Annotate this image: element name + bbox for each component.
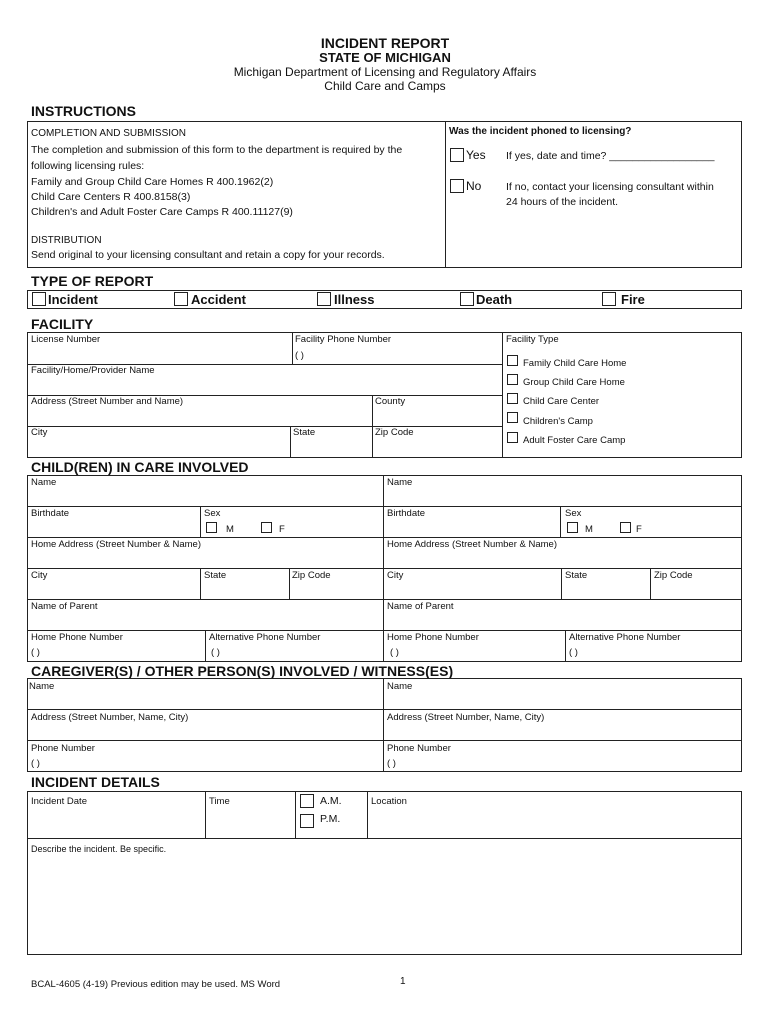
- child2-birthdate-label: Birthdate: [387, 508, 426, 519]
- completion-text-1: The completion and submission of this form to the department is required by the: [31, 144, 403, 156]
- rule-family-group: Family and Group Child Care Homes R 400.1962(2): [31, 176, 274, 188]
- child1-sex-male-label: M: [226, 524, 234, 535]
- child2-sex-label: Sex: [565, 508, 582, 519]
- distribution-title: DISTRIBUTION: [31, 235, 102, 246]
- child1-sex-label: Sex: [204, 508, 221, 519]
- division-name: Child Care and Camps: [324, 79, 446, 93]
- child2-name-field[interactable]: [384, 489, 741, 505]
- distribution-text: Send original to your licensing consultant and retain a copy for your records.: [31, 249, 385, 261]
- child1-city-field[interactable]: [28, 582, 199, 598]
- incident-time-label: Time: [209, 796, 230, 807]
- type-death-checkbox[interactable]: [460, 292, 474, 306]
- phoned-no-instruction-2: 24 hours of the incident.: [506, 196, 619, 208]
- child1-city-label: City: [31, 570, 48, 581]
- time-pm-label: P.M.: [320, 813, 341, 825]
- caregiver2-name-label: Name: [387, 681, 413, 692]
- provider-name-field[interactable]: [28, 377, 501, 394]
- child2-sex-female-checkbox[interactable]: [620, 522, 631, 533]
- facility-type-camp-checkbox[interactable]: [507, 412, 518, 423]
- incident-description-field[interactable]: [28, 858, 741, 954]
- child2-birthdate-field[interactable]: [384, 520, 559, 536]
- child2-name-label: Name: [387, 477, 413, 488]
- child2-home-address-label: Home Address (Street Number & Name): [387, 539, 558, 550]
- facility-zip-field[interactable]: [373, 439, 501, 457]
- facility-city-field[interactable]: [28, 439, 289, 457]
- time-am-checkbox[interactable]: [300, 794, 314, 808]
- caregiver1-phone-label: Phone Number: [31, 743, 95, 754]
- children-heading: CHILD(REN) IN CARE INVOLVED: [31, 459, 249, 475]
- caregiver2-phone-label: Phone Number: [387, 743, 451, 754]
- child2-sex-male-label: M: [585, 524, 593, 535]
- type-fire-label: Fire: [621, 292, 645, 307]
- facility-type-group-checkbox[interactable]: [507, 374, 518, 385]
- incident-time-field[interactable]: [206, 810, 294, 837]
- child2-parent-label: Name of Parent: [387, 601, 454, 612]
- facility-phone-field[interactable]: ( ): [295, 350, 304, 361]
- phoned-no-checkbox[interactable]: [450, 179, 464, 193]
- phoned-question: Was the incident phoned to licensing?: [449, 126, 632, 137]
- child1-state-field[interactable]: [201, 582, 288, 598]
- facility-zip-label: Zip Code: [375, 427, 414, 438]
- phoned-yes-label: Yes: [466, 148, 486, 162]
- facility-type-group-label: Group Child Care Home: [523, 377, 625, 388]
- instructions-heading: INSTRUCTIONS: [31, 103, 136, 119]
- caregiver2-address-label: Address (Street Number, Name, City): [387, 712, 545, 723]
- time-am-label: A.M.: [320, 795, 342, 807]
- facility-type-family-label: Family Child Care Home: [523, 358, 627, 369]
- incident-location-label: Location: [371, 796, 407, 807]
- caregiver1-phone-field[interactable]: ( ): [31, 758, 40, 769]
- type-illness-checkbox[interactable]: [317, 292, 331, 306]
- child2-city-field[interactable]: [384, 582, 560, 598]
- facility-city-label: City: [31, 427, 48, 438]
- facility-county-label: County: [375, 396, 406, 407]
- license-number-label: License Number: [31, 334, 101, 345]
- type-incident-label: Incident: [48, 292, 98, 307]
- type-of-report-heading: TYPE OF REPORT: [31, 273, 154, 289]
- completion-title: COMPLETION AND SUBMISSION: [31, 128, 187, 139]
- child2-alt-phone-label: Alternative Phone Number: [569, 632, 681, 643]
- caregiver2-phone-field[interactable]: ( ): [387, 758, 396, 769]
- facility-address-label: Address (Street Number and Name): [31, 396, 184, 407]
- incident-description-label: Describe the incident. Be specific.: [31, 844, 167, 854]
- facility-type-center-checkbox[interactable]: [507, 393, 518, 404]
- caregiver1-address-field[interactable]: [28, 724, 382, 739]
- time-pm-checkbox[interactable]: [300, 814, 314, 828]
- department-name: Michigan Department of Licensing and Regulatory Affairs: [233, 65, 537, 79]
- child1-alt-phone-label: Alternative Phone Number: [209, 632, 321, 643]
- facility-state-label: State: [293, 427, 316, 438]
- child2-home-phone-field[interactable]: ( ): [390, 647, 399, 658]
- incident-date-label: Incident Date: [31, 796, 87, 807]
- child1-home-address-field[interactable]: [28, 551, 382, 567]
- child1-state-label: State: [204, 570, 227, 581]
- child1-name-field[interactable]: [28, 489, 382, 505]
- child2-parent-field[interactable]: [384, 613, 741, 629]
- child2-sex-male-checkbox[interactable]: [567, 522, 578, 533]
- incident-details-heading: INCIDENT DETAILS: [31, 774, 160, 790]
- child2-zip-label: Zip Code: [654, 570, 693, 581]
- caregiver1-address-label: Address (Street Number, Name, City): [31, 712, 189, 723]
- phoned-no-instruction-1: If no, contact your licensing consultant within: [506, 181, 714, 193]
- caregiver2-name-field[interactable]: [384, 693, 741, 708]
- facility-county-field[interactable]: [373, 408, 501, 425]
- completion-text-2: following licensing rules:: [31, 160, 145, 172]
- facility-heading: FACILITY: [31, 316, 94, 332]
- child1-birthdate-label: Birthdate: [31, 508, 70, 519]
- child2-sex-female-label: F: [636, 524, 642, 535]
- child2-home-address-field[interactable]: [384, 551, 741, 567]
- caregiver1-name-field[interactable]: [28, 693, 382, 708]
- incident-date-field[interactable]: [28, 810, 204, 837]
- caregiver1-name-label: Name: [29, 681, 55, 692]
- page-number: 1: [400, 976, 406, 987]
- child2-state-field[interactable]: [562, 582, 649, 598]
- type-incident-checkbox[interactable]: [32, 292, 46, 306]
- child1-sex-female-checkbox[interactable]: [261, 522, 272, 533]
- form-id: BCAL-4605 (4-19) Previous edition may be used. MS Word: [31, 979, 281, 990]
- type-death-label: Death: [476, 292, 513, 307]
- facility-type-center-label: Child Care Center: [523, 396, 600, 407]
- child1-parent-field[interactable]: [28, 613, 382, 629]
- type-illness-label: Illness: [334, 292, 375, 307]
- rule-camps: Children's and Adult Foster Care Camps R 400.11127(9): [31, 206, 293, 218]
- child1-name-label: Name: [31, 477, 57, 488]
- child2-state-label: State: [565, 570, 588, 581]
- child1-home-address-label: Home Address (Street Number & Name): [31, 539, 202, 550]
- type-accident-checkbox[interactable]: [174, 292, 188, 306]
- caregivers-heading: CAREGIVER(S) / OTHER PERSON(S) INVOLVED / WITNESS(ES): [31, 663, 454, 679]
- child2-zip-field[interactable]: [651, 582, 741, 598]
- phoned-yes-checkbox[interactable]: [450, 148, 464, 162]
- phoned-no-label: No: [466, 179, 482, 193]
- child1-birthdate-field[interactable]: [28, 520, 199, 536]
- child1-home-phone-label: Home Phone Number: [31, 632, 123, 643]
- facility-type-label: Facility Type: [506, 334, 559, 345]
- facility-type-camp-label: Children's Camp: [523, 416, 593, 427]
- child2-home-phone-label: Home Phone Number: [387, 632, 479, 643]
- type-fire-checkbox[interactable]: [602, 292, 616, 306]
- facility-type-family-checkbox[interactable]: [507, 355, 518, 366]
- state-title: STATE OF MICHIGAN: [319, 50, 451, 65]
- child1-alt-phone-field[interactable]: ( ): [211, 647, 220, 658]
- child2-alt-phone-field[interactable]: ( ): [569, 647, 578, 658]
- child1-zip-field[interactable]: [290, 582, 382, 598]
- child1-sex-male-checkbox[interactable]: [206, 522, 217, 533]
- child2-city-label: City: [387, 570, 404, 581]
- facility-phone-label: Facility Phone Number: [295, 334, 392, 345]
- phoned-yes-instruction: If yes, date and time? __________________: [506, 150, 715, 162]
- facility-state-field[interactable]: [291, 439, 371, 457]
- rule-centers: Child Care Centers R 400.8158(3): [31, 191, 191, 203]
- child1-sex-female-label: F: [279, 524, 285, 535]
- child1-parent-label: Name of Parent: [31, 601, 98, 612]
- facility-type-adult-foster-checkbox[interactable]: [507, 432, 518, 443]
- form-title: INCIDENT REPORT: [320, 35, 450, 51]
- incident-location-field[interactable]: [368, 810, 741, 837]
- caregiver2-address-field[interactable]: [384, 724, 741, 739]
- child1-zip-label: Zip Code: [292, 570, 331, 581]
- facility-address-field[interactable]: [28, 408, 371, 425]
- type-accident-label: Accident: [191, 292, 246, 307]
- license-number-field[interactable]: [28, 346, 291, 363]
- facility-type-adult-foster-label: Adult Foster Care Camp: [523, 435, 626, 446]
- instructions-divider: [445, 121, 446, 268]
- child1-home-phone-field[interactable]: ( ): [31, 647, 40, 658]
- provider-name-label: Facility/Home/Provider Name: [31, 365, 155, 376]
